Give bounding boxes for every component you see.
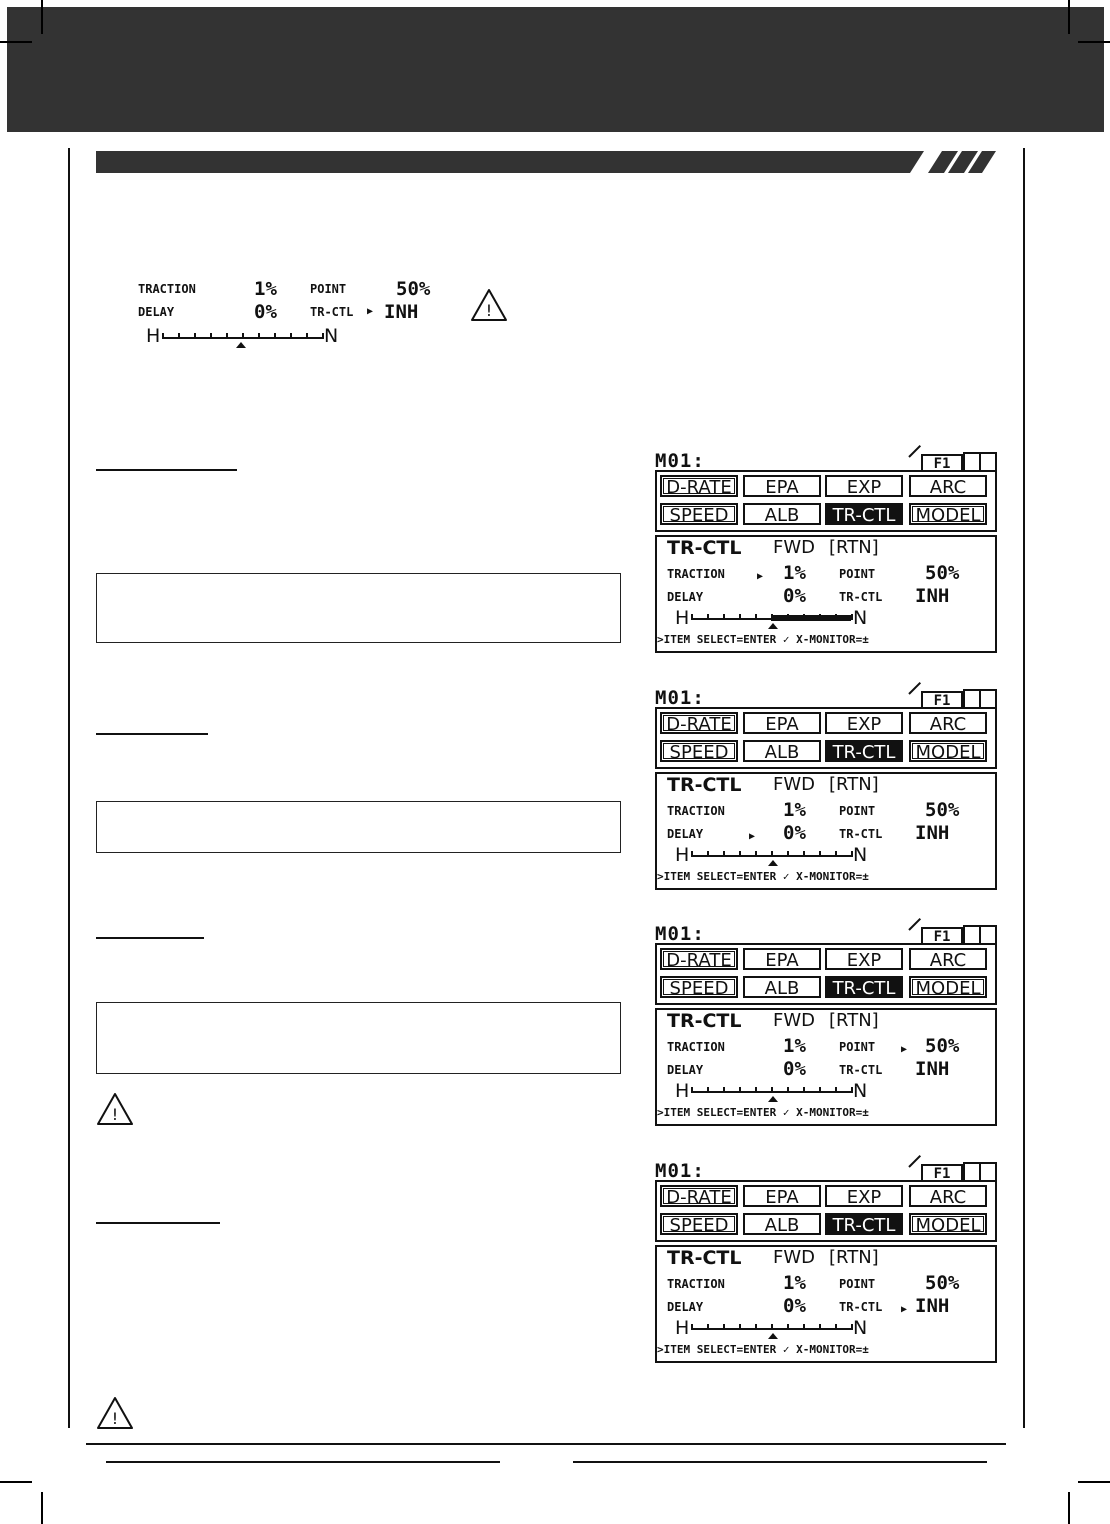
warning-triangle-icon — [470, 288, 508, 322]
menu-grid — [655, 1180, 997, 1242]
menu-arc[interactable]: ARC — [909, 712, 987, 734]
menu-alb[interactable]: ALB — [743, 1213, 821, 1235]
tab-f1[interactable]: F1 — [921, 927, 963, 945]
panel-title: TR-CTL — [667, 537, 742, 559]
trctl-label: TR-CTL — [310, 305, 354, 319]
lcd-screen-2 — [655, 687, 997, 892]
scale-tick — [819, 851, 821, 857]
menu-grid — [655, 707, 997, 769]
scale-tick — [851, 1324, 853, 1330]
menu-exp[interactable]: EXP — [825, 1185, 903, 1207]
fwd-label[interactable]: FWD — [773, 1247, 816, 1268]
scale-tick — [739, 614, 741, 620]
delay-value[interactable]: 0% — [783, 1295, 806, 1317]
scale-tick — [787, 1324, 789, 1330]
scale-tick — [691, 614, 693, 620]
scale-tick — [835, 1087, 837, 1093]
scale-n: N — [853, 1317, 868, 1339]
heading-underline-2 — [96, 733, 208, 735]
footer-rule-left — [106, 1461, 500, 1463]
scale-n: N — [853, 607, 868, 629]
cursor-arrow-icon: ▶ — [901, 1304, 908, 1315]
lcd-footer: >ITEM SELECT=ENTER ✓ X-MONITOR=± — [657, 870, 869, 883]
delay-value[interactable]: 0% — [783, 1058, 806, 1080]
lcd-footer: >ITEM SELECT=ENTER ✓ X-MONITOR=± — [657, 1343, 869, 1356]
tab-slant — [908, 445, 921, 458]
scale-tick — [771, 851, 773, 857]
traction-value[interactable]: 1% — [783, 562, 806, 584]
scale-tick — [835, 1324, 837, 1330]
point-label: POINT — [839, 567, 876, 581]
crop-mark — [1068, 1492, 1070, 1524]
scale-tick — [707, 1087, 709, 1093]
scale-tick — [258, 333, 260, 339]
menu-model[interactable]: MODEL — [909, 740, 987, 762]
scale-tick — [691, 1324, 693, 1330]
scale-h: H — [675, 1080, 690, 1102]
delay-label: DELAY — [138, 305, 175, 319]
heading-underline-3 — [96, 937, 204, 939]
rtn-label[interactable]: [RTN] — [829, 537, 879, 558]
warning-triangle-icon — [96, 1092, 134, 1126]
menu-tr-ctl[interactable]: TR-CTL — [825, 503, 903, 525]
menu-speed[interactable]: SPEED — [660, 976, 738, 998]
lcd-screen-1 — [655, 450, 997, 655]
header-band — [7, 7, 1104, 132]
scale-tick — [290, 333, 292, 339]
fwd-label[interactable]: FWD — [773, 774, 816, 795]
model-label: M01: — [655, 450, 705, 472]
fwd-label[interactable]: FWD — [773, 1010, 816, 1031]
scale-tick — [819, 1087, 821, 1093]
scale-tick — [723, 614, 725, 620]
delay-label: DELAY — [667, 1300, 704, 1314]
tab-f3[interactable] — [979, 689, 997, 709]
menu-grid — [655, 943, 997, 1005]
scale-tick — [723, 1324, 725, 1330]
scale-tick — [723, 1087, 725, 1093]
scale-tick — [226, 333, 228, 339]
menu-model[interactable]: MODEL — [909, 503, 987, 525]
tab-slant — [908, 1155, 921, 1168]
scale-tick — [691, 1087, 693, 1093]
scale-tick — [274, 333, 276, 339]
traction-value: 1% — [254, 278, 277, 300]
tab-f3[interactable] — [979, 1162, 997, 1182]
scale-fill — [771, 615, 851, 621]
point-value[interactable]: 50% — [925, 1035, 960, 1057]
point-label: POINT — [839, 1040, 876, 1054]
point-value: 50% — [396, 278, 431, 300]
scale-h: H — [675, 607, 690, 629]
traction-label: TRACTION — [667, 804, 725, 818]
warning-triangle-icon — [96, 1396, 134, 1430]
trctl-label: TR-CTL — [839, 827, 883, 841]
scale-marker-icon — [768, 860, 778, 866]
scale-tick — [771, 1324, 773, 1330]
scale-tick — [194, 333, 196, 339]
menu-grid — [655, 470, 997, 532]
scale-marker-icon — [768, 623, 778, 629]
scale-tick — [739, 1087, 741, 1093]
trctl-value[interactable]: INH — [915, 585, 950, 607]
scale-tick — [707, 1324, 709, 1330]
svg-text:!: ! — [111, 1105, 119, 1124]
tab-slant — [908, 918, 921, 931]
scale-tick — [851, 851, 853, 857]
model-label: M01: — [655, 687, 705, 709]
menu-model[interactable]: MODEL — [909, 1213, 987, 1235]
scale-h: H — [146, 325, 161, 347]
menu-speed[interactable]: SPEED — [660, 503, 738, 525]
right-rule — [1023, 148, 1025, 1428]
fwd-label[interactable]: FWD — [773, 537, 816, 558]
menu-arc[interactable]: ARC — [909, 475, 987, 497]
crop-mark — [0, 1481, 32, 1483]
bottom-rule — [86, 1443, 1006, 1445]
scale-marker-icon — [768, 1333, 778, 1339]
delay-label: DELAY — [667, 827, 704, 841]
menu-speed[interactable]: SPEED — [660, 740, 738, 762]
scale-tick — [707, 614, 709, 620]
scale-n: N — [324, 325, 339, 347]
scale-tick — [835, 851, 837, 857]
scale-tick — [771, 1087, 773, 1093]
section-header-bar — [96, 151, 996, 173]
trctl-label: TR-CTL — [839, 1063, 883, 1077]
scale-tick — [739, 851, 741, 857]
menu-epa[interactable]: EPA — [743, 1185, 821, 1207]
scale-tick — [178, 333, 180, 339]
lcd-footer: >ITEM SELECT=ENTER ✓ X-MONITOR=± — [657, 1106, 869, 1119]
delay-label: DELAY — [667, 1063, 704, 1077]
scale-tick — [322, 333, 324, 339]
point-value[interactable]: 50% — [925, 562, 960, 584]
scale-tick — [755, 1324, 757, 1330]
panel-title: TR-CTL — [667, 1010, 742, 1032]
cursor-arrow-icon: ▶ — [367, 306, 374, 317]
menu-model[interactable]: MODEL — [909, 976, 987, 998]
model-label: M01: — [655, 923, 705, 945]
menu-exp[interactable]: EXP — [825, 712, 903, 734]
crop-mark — [1068, 0, 1070, 34]
crop-mark — [1078, 41, 1110, 43]
delay-value[interactable]: 0% — [783, 822, 806, 844]
menu-d-rate[interactable]: D-RATE — [660, 1185, 738, 1207]
delay-value[interactable]: 0% — [783, 585, 806, 607]
traction-label: TRACTION — [667, 1040, 725, 1054]
scale-n: N — [853, 1080, 868, 1102]
delay-label: DELAY — [667, 590, 704, 604]
menu-exp[interactable]: EXP — [825, 948, 903, 970]
trctl-value: INH — [384, 301, 419, 323]
point-label: POINT — [839, 804, 876, 818]
traction-value[interactable]: 1% — [783, 1272, 806, 1294]
scale-tick — [787, 1087, 789, 1093]
scale-marker-icon — [236, 342, 246, 348]
scale-tick — [707, 851, 709, 857]
traction-value[interactable]: 1% — [783, 799, 806, 821]
scale-tick — [755, 614, 757, 620]
menu-d-rate[interactable]: D-RATE — [660, 948, 738, 970]
left-rule — [68, 148, 70, 1428]
scale-tick — [691, 851, 693, 857]
trctl-value[interactable]: INH — [915, 1295, 950, 1317]
point-label: POINT — [839, 1277, 876, 1291]
menu-exp[interactable]: EXP — [825, 475, 903, 497]
scale-tick — [819, 1324, 821, 1330]
scale-tick — [739, 1324, 741, 1330]
menu-arc[interactable]: ARC — [909, 948, 987, 970]
svg-text:!: ! — [111, 1409, 119, 1428]
trctl-label: TR-CTL — [839, 590, 883, 604]
point-label: POINT — [310, 282, 347, 296]
menu-d-rate[interactable]: D-RATE — [660, 712, 738, 734]
menu-tr-ctl[interactable]: TR-CTL — [825, 740, 903, 762]
note-box-3 — [96, 1002, 621, 1074]
tab-f1[interactable]: F1 — [921, 454, 963, 472]
lcd-footer: >ITEM SELECT=ENTER ✓ X-MONITOR=± — [657, 633, 869, 646]
scale-tick — [210, 333, 212, 339]
menu-epa[interactable]: EPA — [743, 712, 821, 734]
delay-value: 0% — [254, 301, 277, 323]
scale-h: H — [675, 1317, 690, 1339]
scale-tick — [162, 333, 164, 339]
scale-tick — [306, 333, 308, 339]
trctl-value[interactable]: INH — [915, 1058, 950, 1080]
top-display — [138, 278, 458, 350]
menu-arc[interactable]: ARC — [909, 1185, 987, 1207]
menu-epa[interactable]: EPA — [743, 475, 821, 497]
traction-label: TRACTION — [138, 282, 196, 296]
menu-alb[interactable]: ALB — [743, 503, 821, 525]
menu-d-rate[interactable]: D-RATE — [660, 475, 738, 497]
panel-title: TR-CTL — [667, 1247, 742, 1269]
heading-underline-4 — [96, 1222, 220, 1224]
trctl-label: TR-CTL — [839, 1300, 883, 1314]
scale-tick — [803, 1324, 805, 1330]
traction-label: TRACTION — [667, 567, 725, 581]
menu-tr-ctl[interactable]: TR-CTL — [825, 976, 903, 998]
scale-marker-icon — [768, 1096, 778, 1102]
lcd-screen-3 — [655, 923, 997, 1128]
scale-tick — [803, 1087, 805, 1093]
scale-tick — [755, 1087, 757, 1093]
menu-speed[interactable]: SPEED — [660, 1213, 738, 1235]
traction-label: TRACTION — [667, 1277, 725, 1291]
point-value[interactable]: 50% — [925, 1272, 960, 1294]
tab-f3[interactable] — [979, 452, 997, 472]
crop-mark — [41, 1492, 43, 1524]
scale-tick — [851, 1087, 853, 1093]
scale-tick — [755, 851, 757, 857]
lcd-screen-4 — [655, 1160, 997, 1365]
traction-value[interactable]: 1% — [783, 1035, 806, 1057]
crop-mark — [41, 0, 43, 34]
menu-epa[interactable]: EPA — [743, 948, 821, 970]
trctl-value[interactable]: INH — [915, 822, 950, 844]
scale-tick — [242, 333, 244, 339]
cursor-arrow-icon: ▶ — [901, 1044, 908, 1055]
scale-tick — [787, 851, 789, 857]
tab-f1[interactable]: F1 — [921, 1164, 963, 1182]
point-value[interactable]: 50% — [925, 799, 960, 821]
svg-text:!: ! — [485, 301, 493, 320]
cursor-arrow-icon: ▶ — [749, 831, 756, 842]
note-box-2 — [96, 801, 621, 853]
cursor-arrow-icon: ▶ — [757, 571, 764, 582]
crop-mark — [0, 41, 32, 43]
tab-f1[interactable]: F1 — [921, 691, 963, 709]
scale-h: H — [675, 844, 690, 866]
crop-mark — [1078, 1481, 1110, 1483]
scale-tick — [851, 614, 853, 620]
scale-n: N — [853, 844, 868, 866]
model-label: M01: — [655, 1160, 705, 1182]
tab-f3[interactable] — [979, 925, 997, 945]
menu-alb[interactable]: ALB — [743, 976, 821, 998]
rtn-label[interactable]: [RTN] — [829, 774, 879, 795]
footer-rule-right — [573, 1461, 987, 1463]
panel-title: TR-CTL — [667, 774, 742, 796]
note-box-1 — [96, 573, 621, 643]
heading-underline-1 — [96, 469, 237, 471]
scale-tick — [803, 851, 805, 857]
rtn-label[interactable]: [RTN] — [829, 1010, 879, 1031]
menu-tr-ctl[interactable]: TR-CTL — [825, 1213, 903, 1235]
tab-slant — [908, 682, 921, 695]
scale-tick — [723, 851, 725, 857]
menu-alb[interactable]: ALB — [743, 740, 821, 762]
rtn-label[interactable]: [RTN] — [829, 1247, 879, 1268]
